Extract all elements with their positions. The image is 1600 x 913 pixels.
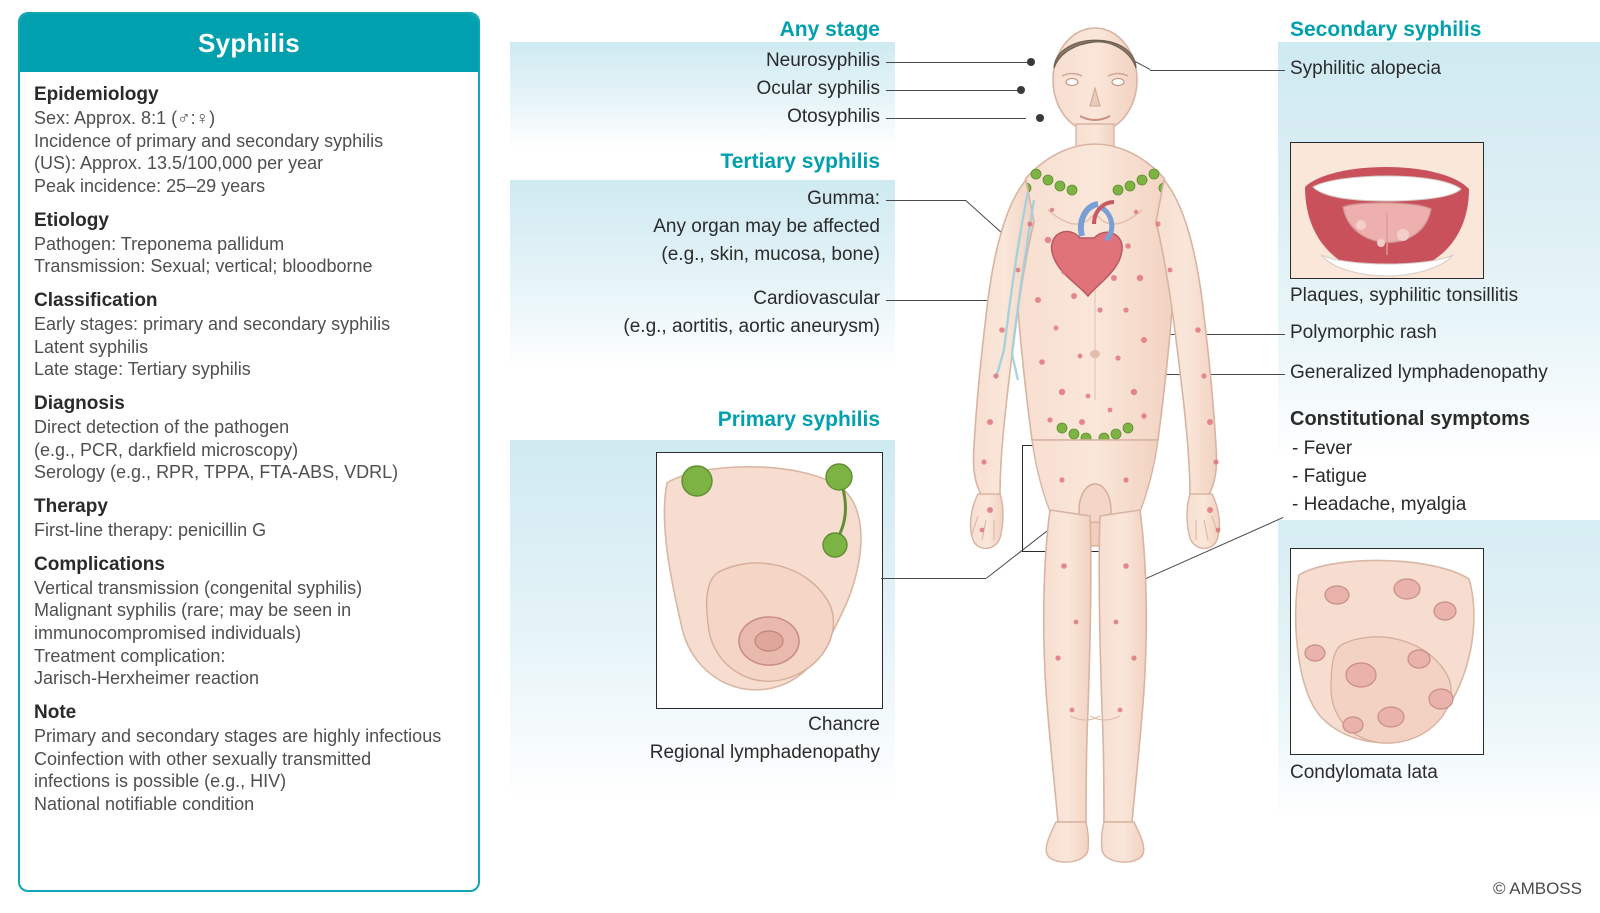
label-gumma-line2: Any organ may be affected bbox=[653, 216, 880, 237]
body-figure-svg bbox=[930, 10, 1260, 870]
primary-chancre-image bbox=[656, 452, 883, 709]
label-syphilitic-alopecia: Syphilitic alopecia bbox=[1290, 58, 1442, 79]
section-heading: Etiology bbox=[34, 209, 109, 231]
label-ocular-syphilis: Ocular syphilis bbox=[756, 78, 880, 99]
section-line: Vertical transmission (congenital syphilis) bbox=[34, 577, 363, 598]
section-line: National notifiable condition bbox=[34, 794, 255, 815]
section-line: Peak incidence: 25–29 years bbox=[34, 176, 266, 197]
section-classification bbox=[34, 290, 464, 381]
section-line: First-line therapy: penicillin G bbox=[34, 520, 267, 541]
copyright-notice: © AMBOSS bbox=[1492, 879, 1582, 898]
section-heading: Note bbox=[34, 702, 77, 724]
section-line: Coinfection with other sexually transmitted bbox=[34, 748, 372, 769]
oral-plaques-image bbox=[1290, 142, 1484, 279]
section-heading: Complications bbox=[34, 553, 165, 575]
secondary-title: Secondary syphilis bbox=[1290, 18, 1482, 41]
syphilis-info-card bbox=[18, 12, 480, 892]
condylomata-lata-image bbox=[1290, 548, 1484, 755]
label-fatigue: - Fatigue bbox=[1292, 466, 1367, 487]
caption-plaques: Plaques, syphilitic tonsillitis bbox=[1290, 285, 1519, 306]
caption-chancre: Chancre bbox=[808, 714, 880, 735]
label-otosyphilis: Otosyphilis bbox=[787, 106, 880, 127]
label-neurosyphilis: Neurosyphilis bbox=[765, 50, 880, 71]
section-line: Transmission: Sexual; vertical; bloodborne bbox=[34, 256, 373, 277]
mouth-illustration bbox=[1291, 143, 1483, 278]
section-line: Early stages: primary and secondary syphilis bbox=[34, 314, 391, 335]
section-heading: Diagnosis bbox=[34, 393, 125, 415]
primary-title: Primary syphilis bbox=[717, 408, 880, 431]
card-body bbox=[20, 72, 478, 836]
section-line: Primary and secondary stages are highly infectious bbox=[34, 726, 442, 747]
section-line: (US): Approx. 13.5/100,000 per year bbox=[34, 153, 324, 174]
section-line: Direct detection of the pathogen bbox=[34, 417, 290, 438]
section-line: (e.g., PCR, darkfield microscopy) bbox=[34, 439, 299, 460]
section-line: Sex: Approx. 8:1 (♂:♀) bbox=[34, 108, 216, 128]
section-heading: Epidemiology bbox=[34, 84, 159, 105]
condylomata-illustration bbox=[1291, 549, 1483, 754]
section-line: Malignant syphilis (rare; may be seen in bbox=[34, 600, 352, 621]
any-stage-title: Any stage bbox=[779, 18, 880, 41]
section-line: infections is possible (e.g., HIV) bbox=[34, 771, 287, 792]
chancre-illustration bbox=[657, 453, 882, 708]
label-cardiovascular-line2: (e.g., aortitis, aortic aneurysm) bbox=[623, 316, 880, 337]
label-fever: - Fever bbox=[1292, 438, 1353, 459]
section-therapy bbox=[34, 496, 464, 542]
caption-regional-lymphadenopathy: Regional lymphadenopathy bbox=[649, 742, 880, 763]
caption-condylomata-lata: Condylomata lata bbox=[1290, 762, 1438, 783]
section-line: Incidence of primary and secondary syphilis bbox=[34, 130, 384, 151]
section-line: Latent syphilis bbox=[34, 336, 149, 357]
section-etiology bbox=[34, 210, 464, 278]
tertiary-title: Tertiary syphilis bbox=[720, 150, 880, 173]
label-polymorphic-rash: Polymorphic rash bbox=[1290, 322, 1437, 343]
section-line: immunocompromised individuals) bbox=[34, 623, 302, 644]
section-line: Jarisch-Herxheimer reaction bbox=[34, 668, 260, 689]
label-cardiovascular: Cardiovascular bbox=[753, 288, 880, 309]
label-gumma-line3: (e.g., skin, mucosa, bone) bbox=[661, 244, 880, 265]
label-gumma: Gumma: bbox=[807, 188, 880, 209]
section-line: Serology (e.g., RPR, TPPA, FTA-ABS, VDRL) bbox=[34, 462, 399, 483]
human-body-illustration bbox=[930, 10, 1260, 870]
section-diagnosis bbox=[34, 393, 464, 484]
label-headache-myalgia: - Headache, myalgia bbox=[1292, 494, 1467, 515]
section-line: Treatment complication: bbox=[34, 645, 226, 666]
section-heading: Therapy bbox=[34, 496, 108, 518]
constitutional-symptoms-heading: Constitutional symptoms bbox=[1290, 408, 1531, 430]
section-epidemiology bbox=[34, 84, 464, 198]
section-note bbox=[34, 702, 464, 816]
card-title: Syphilis bbox=[20, 14, 478, 72]
label-generalized-lymphadenopathy: Generalized lymphadenopathy bbox=[1290, 362, 1548, 383]
section-complications bbox=[34, 554, 464, 690]
section-line: Pathogen: Treponema pallidum bbox=[34, 233, 285, 254]
section-heading: Classification bbox=[34, 290, 158, 312]
section-line: Late stage: Tertiary syphilis bbox=[34, 359, 251, 380]
